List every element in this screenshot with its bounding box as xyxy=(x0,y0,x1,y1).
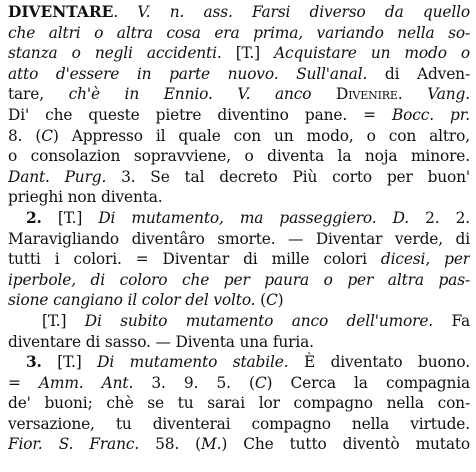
text-segment: Divenire xyxy=(336,85,398,104)
text-segment: Di' che queste pietre diventino pane. = xyxy=(8,105,392,124)
text-segment: C xyxy=(41,126,53,145)
sense-2-line-1 xyxy=(8,208,470,229)
text-segment: ch'è in Ennio. V. anco xyxy=(68,85,312,104)
sense-2-line-2 xyxy=(8,229,470,250)
text-segment: [T.] xyxy=(221,44,275,63)
text-segment: stanza o negli accidenti. xyxy=(8,44,222,63)
entry-line-5 xyxy=(8,84,470,105)
sense-2-subsense-line-1 xyxy=(8,311,470,332)
text-segment: C xyxy=(266,291,278,310)
text-segment: 8. ( xyxy=(8,126,42,145)
text-segment: . xyxy=(113,3,138,21)
text-segment: Maravigliando diventâro smorte. — Diventar verde, di xyxy=(8,229,470,248)
sense-2-line-3 xyxy=(8,249,470,270)
headword: DIVENTARE xyxy=(8,3,114,21)
sense-3-line-4 xyxy=(8,414,470,435)
text-segment: che altri o altra cosa era prima, variando nella so- xyxy=(8,23,470,42)
text-segment: ) xyxy=(277,291,284,310)
text-segment: [T.] xyxy=(41,353,98,372)
text-segment: de' buoni; chè se tu sarai lor compagno nella con- xyxy=(8,394,470,413)
text-segment: dicesi, per xyxy=(380,250,470,269)
text-segment: È diventato buono. xyxy=(288,353,470,372)
text-segment: versazione, tu diventerai compagno nella virtude. xyxy=(8,414,470,433)
text-segment: iperbole, di coloro che per paura o per altra pas- xyxy=(8,270,470,289)
text-segment: 3. Se tal decreto Più corto per buon' xyxy=(106,167,470,186)
text-segment: ) Appresso il quale con un modo, o con altro, xyxy=(52,126,470,145)
entry-line-10 xyxy=(8,187,470,208)
text-segment: diventare di sasso. — Diventa una furia. xyxy=(8,332,314,351)
text-segment xyxy=(311,85,336,103)
text-segment: prieghi non diventa. xyxy=(8,188,163,207)
entry-line-6 xyxy=(8,105,470,126)
text-segment: 3. xyxy=(26,353,42,372)
entry-line-3 xyxy=(8,43,470,64)
sense-2-line-4 xyxy=(8,270,470,291)
text-segment: 2. xyxy=(26,208,42,227)
text-segment: Di mutamento stabile. xyxy=(97,353,289,372)
text-segment: Fa xyxy=(433,311,470,330)
text-segment: ) Cerca la compagnia xyxy=(266,373,470,392)
text-segment: = xyxy=(8,373,39,392)
text-segment: . xyxy=(397,85,428,104)
text-segment: V. n. ass. Farsi diverso da quello xyxy=(137,3,470,21)
text-segment: Vang. xyxy=(427,85,470,104)
text-segment: tutti i colori. = Diventar di mille colori xyxy=(8,250,381,269)
entry-line-9 xyxy=(8,167,470,188)
text-segment: di Adven- xyxy=(367,64,470,83)
text-segment: Amm. Ant. xyxy=(38,373,134,392)
text-segment: ( xyxy=(255,291,267,310)
text-segment: Fior. S. Franc. xyxy=(8,435,140,454)
text-segment: M. xyxy=(201,435,222,454)
text-segment: Bocc. pr. xyxy=(391,105,470,124)
entry-line-8 xyxy=(8,146,470,167)
text-segment: 2. 2. xyxy=(409,208,470,227)
sense-2-subsense-line-2 xyxy=(8,332,470,353)
entry-line-7 xyxy=(8,126,470,147)
text-segment: o consolazion sopravviene, o diventa la noja minore. xyxy=(8,147,470,166)
entry-line-1 xyxy=(8,2,470,23)
text-segment: Di subito mutamento anco dell'umore. xyxy=(84,311,434,330)
dictionary-entry-diventare xyxy=(8,2,470,455)
entry-line-4 xyxy=(8,64,470,85)
text-segment: [T.] xyxy=(41,208,99,227)
sense-3-line-5 xyxy=(8,434,470,455)
text-segment: Dant. Purg. xyxy=(8,167,107,186)
text-segment: Di mutamento, ma passeggiero. D. xyxy=(98,208,409,227)
text-segment: C xyxy=(254,373,267,392)
text-segment: Acquistare un modo o xyxy=(274,44,470,63)
text-segment: 3. 9. 5. ( xyxy=(133,373,255,392)
sense-2-line-5 xyxy=(8,290,470,311)
text-segment: tare, xyxy=(8,85,69,104)
sense-3-line-1 xyxy=(8,352,470,373)
entry-line-2 xyxy=(8,23,470,44)
sense-3-line-2 xyxy=(8,373,470,394)
text-segment: ) Che tutto diventò mutato xyxy=(221,435,470,454)
text-segment: [T.] xyxy=(42,311,85,330)
sense-3-line-3 xyxy=(8,393,470,414)
text-segment: 58. ( xyxy=(139,435,202,454)
text-segment: atto d'essere in parte nuovo. Sull'anal. xyxy=(8,64,368,83)
text-segment: sione cangiano il color del volto. xyxy=(8,291,256,310)
